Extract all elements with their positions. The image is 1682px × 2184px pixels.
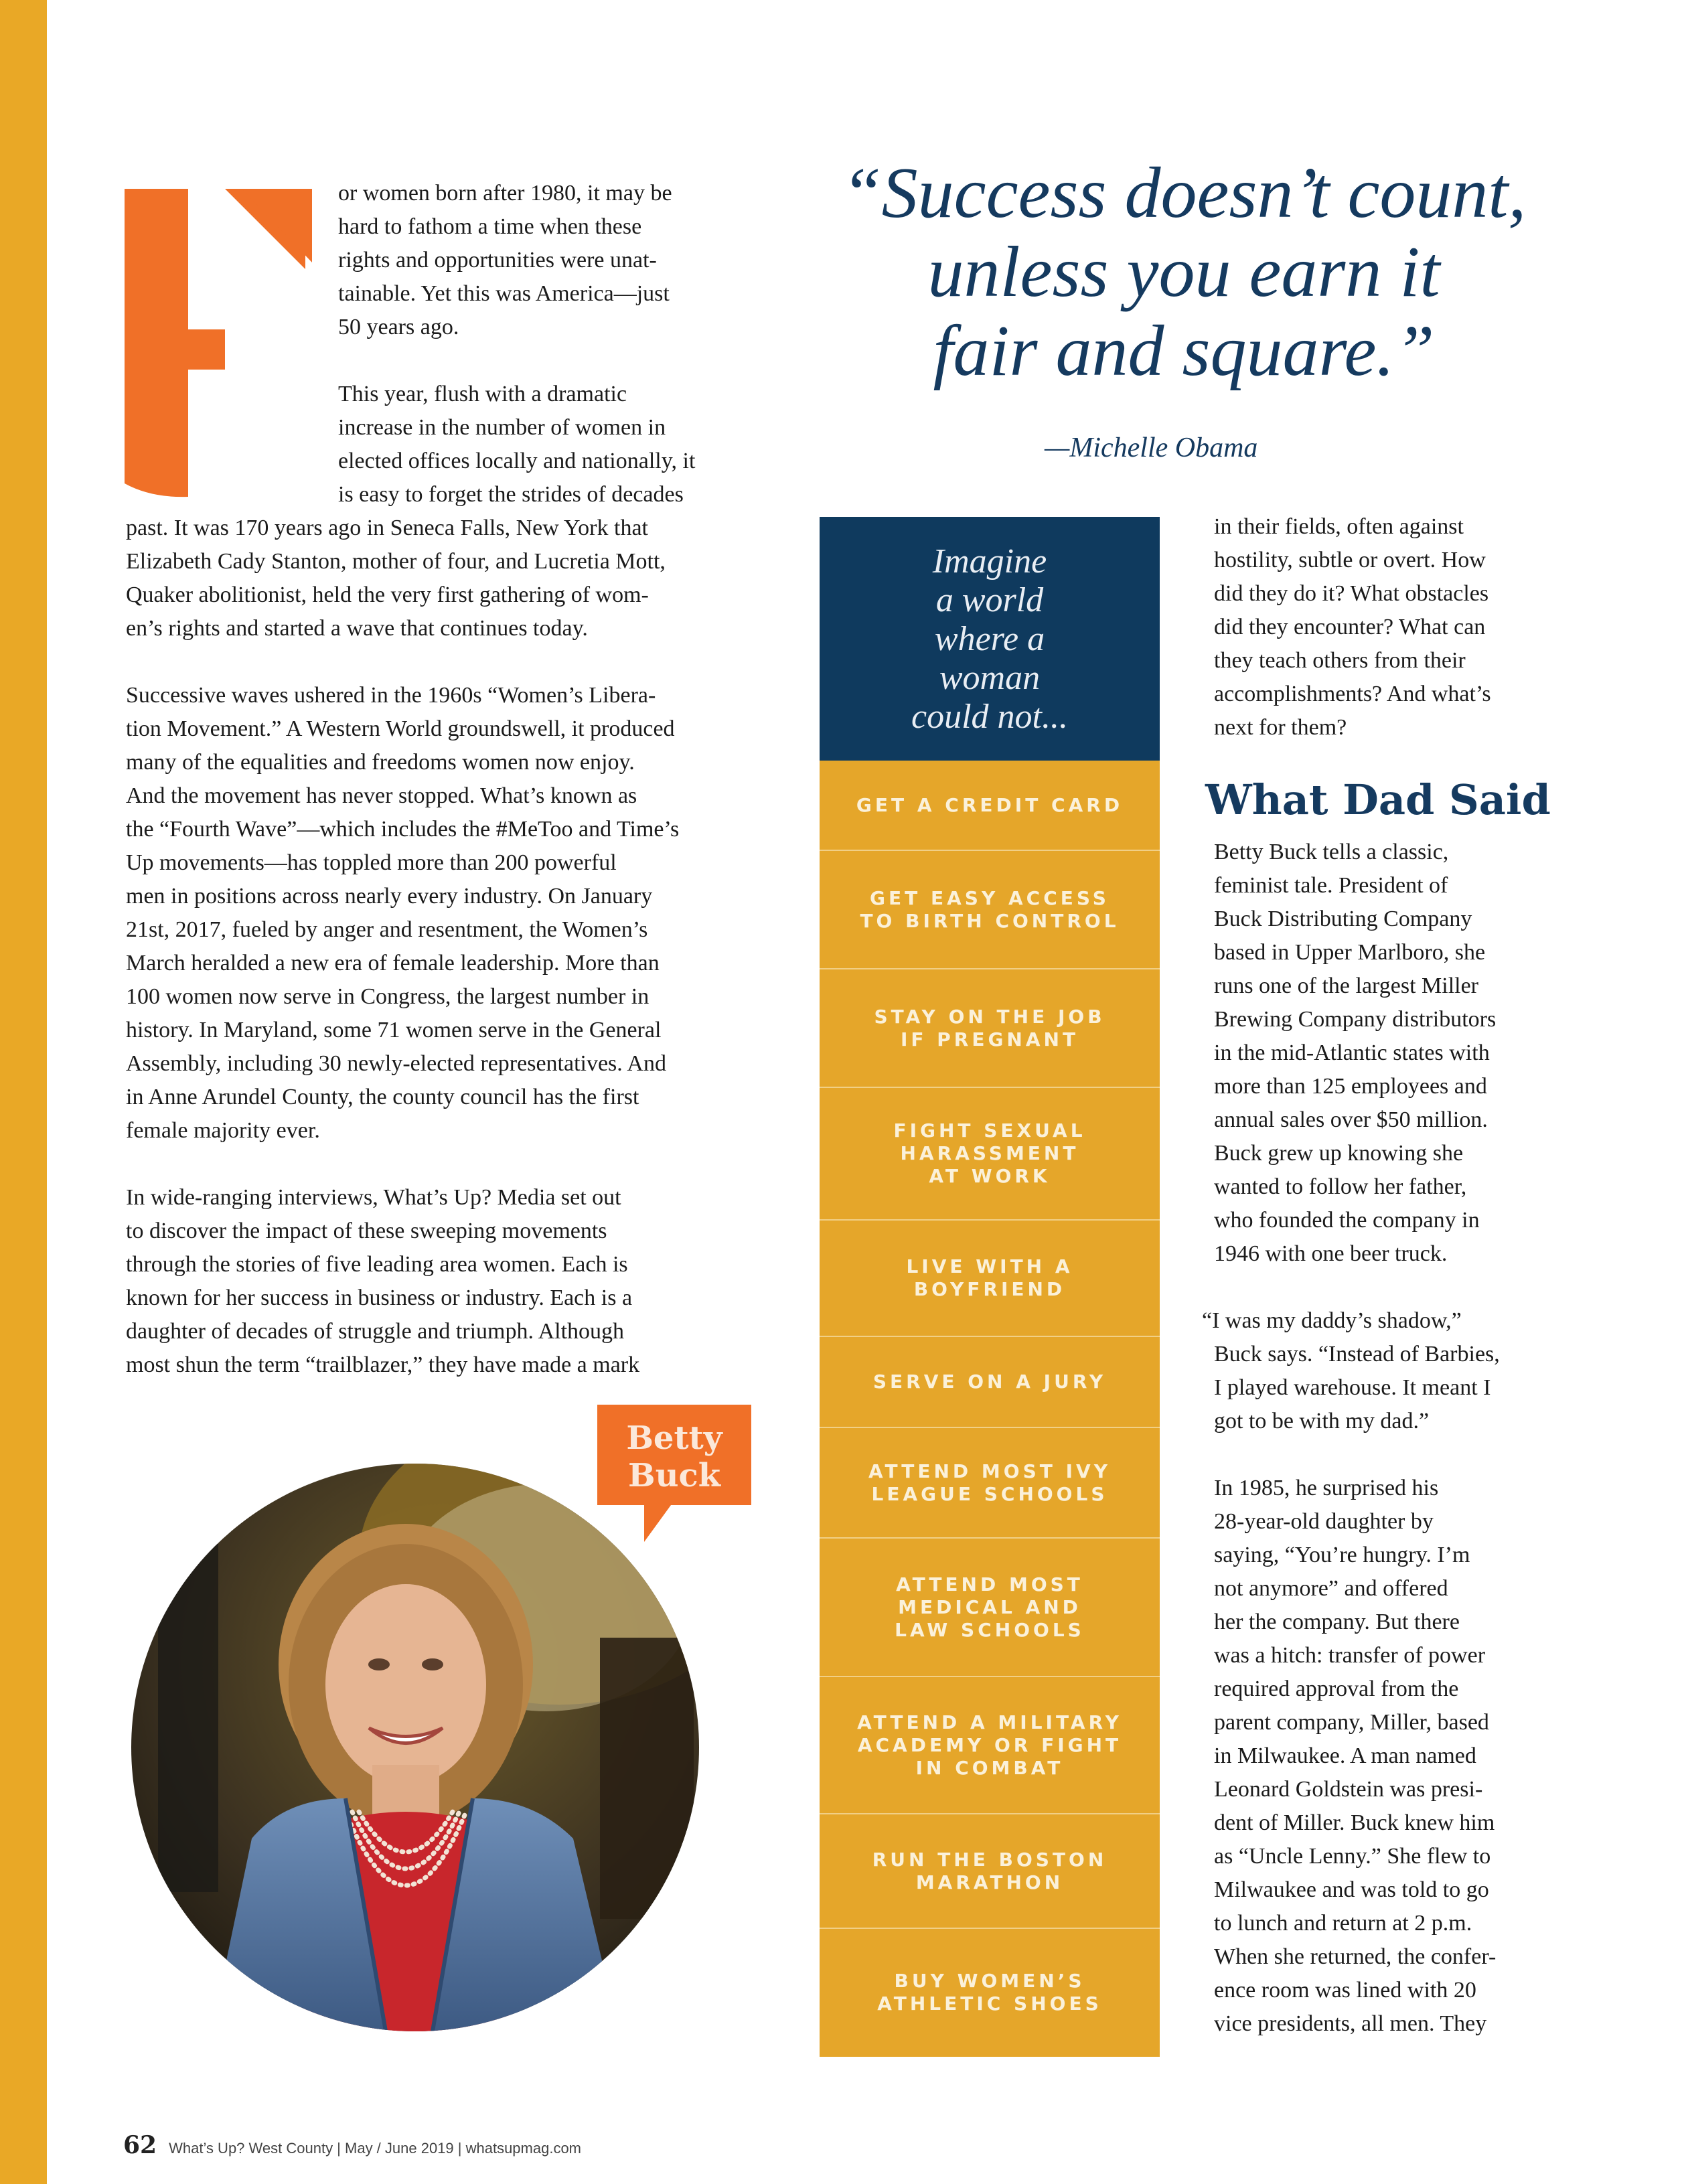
text-line: This year, flush with a dramatic: [338, 382, 627, 406]
sidebar-item-line: FIGHT SEXUAL: [893, 1119, 1086, 1142]
sidebar-header: [820, 517, 1160, 761]
text-line: Leonard Goldstein was presi-: [1214, 1777, 1483, 1802]
pull-quote-attribution: —Michelle Obama: [1045, 433, 1258, 463]
section-heading: What Dad Said: [1205, 775, 1551, 824]
sidebar-header-line: where a: [934, 620, 1045, 658]
right-top-paragraph: [1214, 510, 1491, 745]
text-line: parent company, Miller, based: [1214, 1710, 1489, 1735]
sidebar-divider: [820, 1336, 1160, 1337]
text-line: tainable. Yet this was America—just: [338, 281, 670, 306]
sidebar-item: [820, 1255, 1160, 1301]
pull-quote: [801, 154, 1567, 391]
text-line: many of the equalities and freedoms women now enjoy.: [126, 750, 635, 775]
page-edge-accent-bar: [0, 0, 47, 2184]
sidebar-item-line: ACADEMY OR FIGHT: [857, 1733, 1122, 1756]
text-line: “I was my daddy’s shadow,”: [1202, 1308, 1462, 1333]
sidebar-item-line: ATTEND MOST: [896, 1573, 1083, 1595]
text-line: who founded the company in: [1214, 1208, 1480, 1233]
sidebar-item-line: IN COMBAT: [915, 1756, 1064, 1779]
sidebar-item-line: GET A CREDIT CARD: [856, 794, 1124, 816]
sidebar-item: [820, 794, 1160, 817]
sidebar-item: [820, 1849, 1160, 1894]
text-line: Buck Distributing Company: [1214, 907, 1472, 931]
page-footer: [123, 2131, 581, 2159]
sidebar-header-line: a world: [935, 581, 1044, 619]
text-line: annual sales over $50 million.: [1214, 1107, 1488, 1132]
text-line: to lunch and return at 2 p.m.: [1214, 1911, 1472, 1936]
sidebar-divider: [820, 1087, 1160, 1088]
sidebar-item-line: STAY ON THE JOB: [874, 1005, 1105, 1028]
text-line: 100 women now serve in Congress, the largest number in: [126, 984, 649, 1009]
text-line: vice presidents, all men. They: [1214, 2011, 1487, 2036]
sidebar-item-line: MEDICAL AND: [898, 1595, 1081, 1618]
text-line: Assembly, including 30 newly-elected representatives. And: [126, 1051, 666, 1076]
text-line: rights and opportunities were unat-: [338, 248, 657, 272]
text-line: tion Movement.” A Western World groundswell, it produced: [126, 716, 675, 741]
text-line: In wide-ranging interviews, What’s Up? Media set out: [126, 1185, 621, 1210]
sidebar-item-line: HARASSMENT: [900, 1142, 1079, 1164]
sidebar-item: [820, 1119, 1160, 1188]
text-line: in the mid-Atlantic states with: [1214, 1040, 1490, 1065]
sidebar-divider: [820, 1928, 1160, 1929]
text-line: runs one of the largest Miller: [1214, 973, 1479, 998]
sidebar-divider: [820, 1427, 1160, 1428]
text-line: daughter of decades of struggle and triumph. Although: [126, 1319, 625, 1344]
text-line: Brewing Company distributors: [1214, 1007, 1497, 1032]
text-line: in Milwaukee. A man named: [1214, 1743, 1476, 1768]
text-line: accomplishments? And what’s: [1214, 682, 1491, 706]
text-line: required approval from the: [1214, 1676, 1459, 1701]
text-line: in Anne Arundel County, the county council has the first: [126, 1085, 639, 1109]
text-line: dent of Miller. Buck knew him: [1214, 1810, 1495, 1835]
text-line: or women born after 1980, it may be: [338, 181, 672, 206]
text-line: they teach others from their: [1214, 648, 1466, 673]
text-line: was a hitch: transfer of power: [1214, 1643, 1486, 1668]
text-line: When she returned, the confer-: [1214, 1944, 1497, 1969]
text-line: 28-year-old daughter by: [1214, 1509, 1434, 1534]
sidebar-divider: [820, 1676, 1160, 1677]
sidebar-item-line: ATTEND MOST IVY: [868, 1460, 1111, 1482]
name-tag-line: Betty: [626, 1419, 722, 1457]
text-line: to discover the impact of these sweeping movements: [126, 1219, 607, 1243]
text-line: elected offices locally and nationally, it: [338, 449, 696, 473]
pull-quote-line: “Success doesn’t count,: [841, 153, 1527, 233]
text-line: increase in the number of women in: [338, 415, 666, 440]
text-line: got to be with my dad.”: [1214, 1409, 1430, 1433]
intro-paragraph: [338, 177, 695, 512]
text-line: 1946 with one beer truck.: [1214, 1241, 1448, 1266]
drop-cap-f: [125, 189, 319, 503]
text-line: Quaker abolitionist, held the very first gathering of wom-: [126, 582, 649, 607]
text-line: history. In Maryland, some 71 women serve in the General: [126, 1018, 662, 1042]
sidebar-item-line: ATHLETIC SHOES: [877, 1993, 1102, 2015]
sidebar-item-line: LAW SCHOOLS: [895, 1618, 1085, 1641]
sidebar-item: [820, 1573, 1160, 1642]
sidebar-header-line: woman: [939, 659, 1041, 697]
sidebar-item: [820, 1970, 1160, 2015]
text-line: March heralded a new era of female leadership. More than: [126, 951, 660, 976]
sidebar-item-line: LIVE WITH A: [906, 1255, 1073, 1277]
text-line: known for her success in business or industry. Each is a: [126, 1285, 633, 1310]
page-number: 62: [123, 2131, 157, 2159]
text-line: next for them?: [1214, 715, 1347, 740]
text-line: most shun the term “trailblazer,” they have made a mark: [126, 1352, 640, 1377]
text-line: in their fields, often against: [1214, 514, 1464, 539]
text-line: the “Fourth Wave”—which includes the #MeToo and Time’s: [126, 817, 680, 842]
text-line: 21st, 2017, fueled by anger and resentment, the Women’s: [126, 917, 648, 942]
text-line: Elizabeth Cady Stanton, mother of four, and Lucretia Mott,: [126, 549, 666, 574]
text-line: men in positions across nearly every industry. On January: [126, 884, 653, 909]
drop-cap-shape: [125, 189, 305, 497]
text-line: wanted to follow her father,: [1214, 1174, 1467, 1199]
text-line: is easy to forget the strides of decades: [338, 482, 684, 507]
text-line: 50 years ago.: [338, 315, 459, 339]
text-line: based in Upper Marlboro, she: [1214, 940, 1486, 965]
text-line: did they do it? What obstacles: [1214, 581, 1489, 606]
footer-text: What’s Up? West County | May / June 2019 | whatsupmag.com: [169, 2140, 582, 2157]
sidebar-divider: [820, 968, 1160, 969]
text-line: not anymore” and offered: [1214, 1576, 1448, 1601]
text-line: hostility, subtle or overt. How: [1214, 548, 1486, 572]
name-tag: [597, 1405, 751, 1545]
text-line: her the company. But there: [1214, 1610, 1460, 1634]
sidebar-item-line: IF PREGNANT: [900, 1028, 1079, 1050]
sidebar-item-line: GET EASY ACCESS: [870, 886, 1110, 909]
sidebar-item: [820, 1371, 1160, 1393]
pull-quote-line: unless you earn it: [927, 232, 1440, 312]
text-line: Successive waves ushered in the 1960s “Women’s Libera-: [126, 683, 656, 708]
sidebar-item-line: AT WORK: [929, 1165, 1051, 1187]
text-line: through the stories of five leading area women. Each is: [126, 1252, 628, 1277]
text-line: Up movements—has toppled more than 200 powerful: [126, 850, 617, 875]
sidebar-divider: [820, 1813, 1160, 1814]
pull-quote-line: fair and square.”: [933, 311, 1435, 391]
text-line: I played warehouse. It meant I: [1214, 1375, 1491, 1400]
text-line: en’s rights and started a wave that continues today.: [126, 616, 588, 641]
sidebar-item-line: ATTEND A MILITARY: [857, 1711, 1122, 1733]
sidebar-divider: [820, 1537, 1160, 1539]
text-line: Betty Buck tells a classic,: [1214, 840, 1449, 864]
sidebar-item-line: BOYFRIEND: [913, 1278, 1066, 1300]
text-line: Buck grew up knowing she: [1214, 1141, 1464, 1166]
sidebar-list: [820, 761, 1160, 2057]
text-line: In 1985, he surprised his: [1214, 1476, 1439, 1500]
main-paragraphs: [126, 512, 679, 1382]
sidebar-item: [820, 1006, 1160, 1051]
text-line: as “Uncle Lenny.” She flew to: [1214, 1844, 1491, 1869]
text-line: And the movement has never stopped. What’s known as: [126, 783, 637, 808]
text-line: female majority ever.: [126, 1118, 320, 1143]
sidebar-divider: [820, 850, 1160, 851]
text-line: past. It was 170 years ago in Seneca Falls, New York that: [126, 516, 648, 540]
text-line: saying, “You’re hungry. I’m: [1214, 1543, 1470, 1567]
text-line: Buck says. “Instead of Barbies,: [1214, 1342, 1500, 1367]
right-main-paragraphs: [1202, 836, 1500, 2041]
name-tag-line: Buck: [628, 1457, 720, 1494]
text-line: Milwaukee and was told to go: [1214, 1877, 1489, 1902]
sidebar-item: [820, 1711, 1160, 1780]
text-line: more than 125 employees and: [1214, 1074, 1487, 1099]
sidebar-header-line: Imagine: [932, 542, 1047, 580]
sidebar-divider: [820, 1219, 1160, 1221]
sidebar-item-line: RUN THE BOSTON: [872, 1848, 1107, 1871]
text-line: did they encounter? What can: [1214, 615, 1486, 639]
sidebar-header-line: could not...: [911, 698, 1068, 736]
text-line: feminist tale. President of: [1214, 873, 1448, 898]
sidebar-item-line: BUY WOMEN’S: [894, 1970, 1085, 1992]
text-line: hard to fathom a time when these: [338, 214, 642, 239]
sidebar-item-line: LEAGUE SCHOOLS: [871, 1482, 1108, 1505]
text-line: ence room was lined with 20: [1214, 1978, 1476, 2003]
sidebar-item: [820, 887, 1160, 933]
drop-cap-slab: [242, 189, 312, 262]
portrait-photo: [131, 1464, 699, 2031]
sidebar-item-line: TO BIRTH CONTROL: [860, 909, 1120, 932]
sidebar-item-line: MARATHON: [915, 1871, 1064, 1893]
sidebar-item-line: SERVE ON A JURY: [872, 1371, 1107, 1393]
sidebar-item: [820, 1460, 1160, 1506]
